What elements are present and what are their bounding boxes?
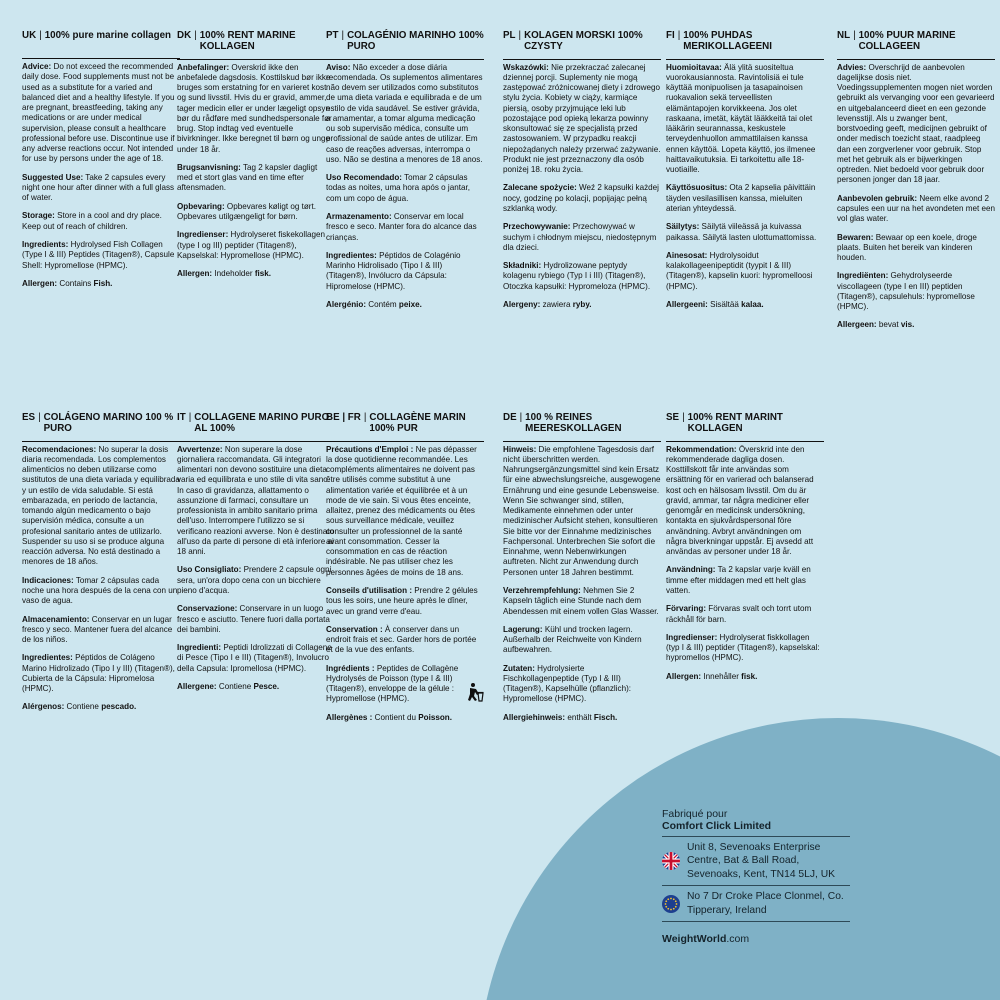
section-label: Rekommendation: [666,444,737,454]
section-text: Ta 2 kapslar varje kväll en timme efter middagen med ett helt glas vatten. [666,565,811,595]
language-code: ES [22,412,36,423]
panel-header: ES | COLÁGENO MARINO 100 % PURO [22,412,180,435]
panel-header: IT | COLLAGENE MARINO PURO AL 100% [177,412,335,435]
label-section [503,261,661,292]
eu-flag-icon [662,895,680,913]
section-label: Przechowywanie: [503,222,571,232]
label-section [503,183,661,214]
label-section [666,604,824,625]
company-name: Comfort Click Limited [662,820,772,832]
section-label: Hinweis: [503,444,537,454]
section-label: Opbevaring: [177,201,225,211]
section-text: Nehmen Sie 2 Kapseln täglich eine Stunde nach dem Abendessen mit einem vollen Glas Wasser. [503,585,659,616]
section-label: Lagerung: [503,624,543,634]
panel-title: 100% PUUR MARINE COLLAGEEN [858,30,956,53]
allergen-line: Allergen: Indeholder fisk. [177,269,272,279]
label-panel-dk [177,30,335,287]
section-text: Non superare la dose giornaliera raccomandata. Gli integratori alimentari non devono sostituire una dieta varia ed equilibrata e uno stile di vita sano. In caso di gravidanza, allattamento o assunzione di farmaci, consultare un professionista in ambito sanitario prima dell'uso. Interrompere l'utilizzo se si verificano reazioni avverse. Non è destinato all'uso da parte di persone di età inferiore ai 18 anni. [177,444,335,557]
label-section [22,211,180,232]
section-label: Conseils d'utilisation : [326,585,413,595]
section-label: Ingredients: [22,239,69,249]
label-section [177,604,335,635]
label-panel-pl [503,30,661,318]
label-section [837,271,995,312]
panel-title: 100% RENT MARINE KOLLAGEN [199,30,296,53]
section-label: Advies: [837,62,867,72]
allergen-line: Allergen: Contains Fish. [22,278,113,288]
panel-title: COLLAGENE MARINO PURO AL 100% [194,412,330,435]
label-section [326,586,484,617]
allergen-line: Allergeen: bevat vis. [837,320,915,330]
section-label: Anbefalinger: [177,62,230,72]
section-label: Brugsanvisning: [177,162,241,172]
section-text: Tomar 2 cápsulas todas as noites, uma hora após o jantar, com um copo de água. [326,173,470,203]
panel-header: FI | 100% PUHDAS MERIKOLLAGEENI [666,30,824,53]
label-section [177,445,335,558]
section-text: Peptides de Collagène Hydrolysés de Poisson (type I & III) (Titagen®), enveloppe de la gélule : Hypromellose (HPMC). [326,663,459,704]
manufacturer-footer [662,808,850,945]
section-text: Hydrolizowane peptydy kolagenu rybiego (Typ I i III) (Titagen®), Otoczka kapsułki: Hypromeloza (HPMC). [503,261,651,291]
section-text: Péptidos de Colágeno Marino Hidrolizado (Tipo I y III) (Titagen®), Cubierta de la Cápsula: Hipromelosa (HPMC). [22,653,175,694]
section-label: Recomendaciones: [22,444,97,454]
panel-title: KOLAGEN MORSKI 100% CZYSTY [524,30,643,53]
section-label: Wskazówki: [503,62,549,72]
uk-address: Unit 8, Sevenoaks Enterprise Centre, Bat & Ball Road, Sevenoaks, Kent, TN14 5LJ, UK [687,842,836,880]
panel-title: 100% pure marine collagen [44,30,172,41]
section-label: Conservation : [326,624,383,634]
label-section [666,183,824,214]
section-text: Förvaras svalt och torrt utom räckhåll för barn. [666,604,812,624]
label-section [837,194,995,225]
section-label: Składniki: [503,261,542,271]
section-text: Die empfohlene Tagesdosis darf nicht überschritten werden. Nahrungsergänzungsmittel sind kein Ersatz für eine abwechslungsreiche, ausgewogene Ernährung und eine gesunde Lebensweise. Wenn Sie schwanger sind, stillen, Medikamente einnehmen oder unter medizinischer Aufsicht stehen, konsultieren Sie bitte vor der Einnahme medizinisches Fachpersonal. Unterbrechen Sie sofort die Einnahme, wenn Nebenwirkungen auftreten. Nicht zur Anwendung durch Personen unter 18 Jahren bestimmt. [503,444,661,577]
section-text: Péptidos de Colagénio Marinho Hidrolisado (Tipo I & III) (Titagen®), Invólucro da Cápsula: Hipromelose (HPMC). [326,250,461,291]
label-section [326,212,484,243]
panel-header: BE | FR | COLLAGÈNE MARIN 100% PUR [326,412,484,435]
label-section [503,222,661,253]
panel-header: PT | COLAGÉNIO MARINHO 100% PURO [326,30,484,53]
section-label: Conservazione: [177,604,238,614]
label-section [837,63,995,186]
label-section [666,222,824,243]
section-label: Ingredientes: [22,653,73,663]
label-section [503,63,661,176]
allergen-line: Alérgenos: Contiene pescado. [22,702,137,712]
section-label: Huomioitavaa: [666,62,722,72]
section-text: Säilytä viileässä ja kuivassa paikassa. Säilytä lasten ulottumattomissa. [666,222,817,242]
label-section [666,633,824,664]
section-label: Précautions d'Emploi : [326,444,414,454]
section-label: Ingredientes: [326,250,377,260]
panel-header: PL | KOLAGEN MORSKI 100% CZYSTY [503,30,661,53]
section-text: À conserver dans un endroit frais et sec. Garder hors de portée et de la vue des enfants. [326,624,477,655]
label-section [666,565,824,596]
section-text: Hydrolysoidut kalakollageenipeptidit (tyypit I & III) (Titagen®), kapselin kuori: hypromelloosi (HPMC). [666,250,813,291]
section-label: Verzehrempfehlung: [503,585,581,595]
panel-title: 100% PUHDAS MERIKOLLAGEENI [683,30,772,53]
label-section [177,202,335,223]
panel-header: SE | 100% RENT MARINT KOLLAGEN [666,412,824,435]
section-label: Almacenamiento: [22,614,90,624]
section-text: Prendere 2 capsule ogni sera, un'ora dopo cena con un bicchiere pieno d'acqua. [177,565,332,595]
uk-flag-icon [662,852,680,870]
language-code: PL [503,30,516,41]
section-text: Conservar en un lugar fresco y seco. Mantener fuera del alcance de los niños. [22,614,173,645]
section-label: Ainesosat: [666,250,708,260]
language-code: SE [666,412,680,423]
section-text: Överskrid inte den rekommenderade dagliga dosen. Kosttillskott får inte användas som ersättning för en varierad och balanserad kost och en hälsosam livsstil. Om du är gravid, ammar, tar några mediciner eller genomgår en medicinsk undersökning, kontakta en sjukvårdspersonal före användning. Avbryt användningen om några biverkningar uppstår. Ej avsedd att användas av personer under 18 år. [666,444,814,557]
label-section [22,576,180,607]
label-panel-es [22,412,180,721]
panel-title: COLLAGÈNE MARIN 100% PUR [369,412,466,435]
panel-title: 100% RENT MARINT KOLLAGEN [687,412,783,435]
section-label: Avvertenze: [177,444,223,454]
section-text: Conservar em local fresco e seco. Manter fora do alcance das crianças. [326,211,477,242]
section-label: Ingrédients : [326,663,375,673]
section-label: Zutaten: [503,663,535,673]
language-code: IT [177,412,186,423]
label-panel-fi [666,30,824,318]
section-label: Aviso: [326,62,351,72]
allergen-line: Allergènes : Contient du Poisson. [326,712,452,722]
section-text: Prendre 2 gélules tous les soirs, une heure après le dîner, avec un grand verre d'eau. [326,585,478,616]
section-text: Hydrolysed Fish Collagen (Type I & III) Peptides (Titagen®), Capsule Shell: Hypromellose (HPMC). [22,239,175,270]
section-text: Store in a cool and dry place. Keep out of reach of children. [22,211,162,231]
label-section [22,445,180,568]
section-text: Overskrid ikke den anbefalede dagsdosis. Kosttilskud bør ikke bruges som erstatning for en varieret kost og sund livsstil. Hvis du er gravid, ammer, tager medicin eller er under lægeligt opsyn bør du rådføre med sundhedspersonale før brug. Stop indtag ved eventuelle bivirkninger. Ikke beregnet til børn og unge under 18 år. [177,62,332,154]
label-section [326,251,484,292]
section-label: Ingredienser: [666,632,718,642]
label-panel-se [666,412,824,690]
label-section [503,625,661,656]
section-text: Não exceder a dose diária recomendada. Os suplementos alimentares não devem ser utilizados como substitutos de uma dieta variada e equilibrada e de um estilo de vida saudável. Se estiver grávida, a amamentar, a tomar alguma medicação ou sob supervisão médica, consulte um profissional de saúde antes de utilizar. Em caso de reações adversas, interrompa o uso. Não se destina a menores de 18 anos. [326,62,483,164]
label-section [177,230,335,261]
section-text: Do not exceed the recommended daily dose. Food supplements must not be used as a substitute for a varied and balanced diet and a healthy lifestyle. If you are pregnant, breastfeeding, taking any medications or are under medical supervision, please consult a healthcare professional before use. Discontinue use if any adverse reactions occur. Not intended for use by persons under the age of 18. [22,62,175,164]
label-section [326,625,484,656]
label-panel-it [177,412,335,700]
label-section [22,62,180,165]
section-label: Förvaring: [666,604,707,614]
label-panel-uk [22,30,180,297]
section-text: Bewaar op een koele, droge plaats. Buiten het bereik van kinderen houden. [837,232,977,263]
panel-header: UK | 100% pure marine collagen [22,30,180,52]
language-code: NL [837,30,851,41]
section-text: Gehydrolyseerde viscollageen (type I en III) peptiden (Titagen®), capsulehuls: hypromellose (HPMC). [837,271,975,312]
section-text: Neem elke avond 2 capsules een uur na het avondeten met een vol glas water. [837,193,995,224]
label-panel-de [503,412,661,731]
section-text: Hydrolysierte Fischkollagenpeptide (Typ I & III) (Titagen®), Kapselhülle (pflanzlich): Hypromellose (HPMC). [503,663,632,704]
section-label: Storage: [22,211,55,221]
label-section [22,615,180,646]
section-text: Tag 2 kapsler dagligt med et stort glas vand en time efter aftensmaden. [177,162,318,193]
label-section [22,653,180,694]
label-panel-nl [837,30,995,339]
allergen-line: Allergene: Contiene Pesce. [177,681,280,691]
section-text: Kühl und trocken lagern. Außerhalb der Reichweite von Kindern aufbewahren. [503,624,642,655]
label-section [177,565,335,596]
section-text: Ota 2 kapselia päivittäin täyden vesilasillisen kanssa, mieluiten aterian yhteydessä. [666,183,816,213]
section-label: Uso Consigliato: [177,565,242,575]
label-section [326,445,484,578]
language-code: FI [666,30,675,41]
language-code: BE | FR [326,412,361,423]
ie-address-block [662,886,850,921]
uk-address-block [662,837,850,885]
label-section [326,664,484,705]
label-section [177,643,335,674]
section-text: Nie przekraczać zalecanej dziennej porcji. Suplementy nie mogą zastępować zróżnicowanej diety i zdrowego stylu życia. Kobiety w ciąży, karmiące piersią, osoby przyjmujące leki lub pozostające pod opieką lekarza powinny skonsultować się ze specjalistą przed zastosowaniem. W przypadku reakcji niepożądanych należy przerwać zażywanie. Produkt nie jest przeznaczony dla osób poniżej 18. roku życia. [503,62,661,175]
section-label: Ingredienser: [177,230,229,240]
label-section [177,163,335,194]
section-text: Tomar 2 cápsulas cada noche una hora después de la cena con un vaso de agua. [22,575,178,606]
allergen-line: Allergen: Innehåller fisk. [666,671,758,681]
section-text: Przechowywać w suchym i chłodnym miejscu, niedostępnym dla dzieci. [503,222,657,252]
label-section [666,445,824,558]
allergen-line: Allergiehinweis: enthält Fisch. [503,712,618,722]
section-text: Take 2 capsules every night one hour after dinner with a full glass of water. [22,172,175,203]
section-text: Opbevares køligt og tørt. Opbevares utilgængeligt for børn. [177,201,316,221]
label-section [837,233,995,264]
section-label: Användning: [666,565,716,575]
website[interactable]: WeightWorld.com [662,932,750,945]
section-text: Peptidi Idrolizzati di Collagene di Pesce (Tipo I e III) (Titagen®), Involucro della Capsula: Ipromellosa (HPMC). [177,643,332,673]
ie-address: No 7 Dr Croke Place Clonmel, Co. Tipperary, Ireland [687,891,844,916]
section-label: Säilytys: [666,222,700,232]
section-label: Zalecane spożycie: [503,183,577,193]
language-code: DK [177,30,192,41]
panel-header: NL | 100% PUUR MARINE COLLAGEEN [837,30,995,53]
section-text: Hydrolyserat fiskkollagen (typ I & III) peptider (Titagen®), kapselskal: hypromellos (HPMC). [666,632,820,663]
label-section [503,664,661,705]
section-label: Armazenamento: [326,211,392,221]
allergen-line: Allergeeni: Sisältää kalaa. [666,299,764,309]
section-text: Älä ylitä suositeltua vuorokausiannosta. Ravintolisiä ei tule käyttää monipuolisen ja tasapainoisen ruokavalion sekä terveellisten elämäntapojen korvikkeena. Jos olet raskaana, imetät, käytät lääkkeitä tai olet lääkärin seurannassa, keskustele terveydenhuollon ammattilaisen kanssa ennen käyttöä. Lopeta käyttö, jos ilmenee haittavaikutuksia. Ei tarkoitettu alle 18-vuotiaille. [666,62,816,175]
label-section [177,63,335,155]
label-section [22,240,180,271]
label-section [326,173,484,204]
language-code: UK [22,30,37,41]
label-section [326,63,484,166]
label-section [666,251,824,292]
section-text: Overschrijd de aanbevolen dagelijkse dosis niet. Voedingssupplementen mogen niet worden gebruikt als vervanging voor een gevarieerd en uitgebalanceerd dieet en een gezonde levensstijl. Als u zwanger bent, borstvoeding geeft, medicijnen gebruikt of onder medisch toezicht staat, raadpleeg dan een zorgverlener voor gebruik. Stop met het gebruik als er bijwerkingen optreden. Niet bedoeld voor gebruik door personen jonger dan 18 jaar. [837,62,995,185]
section-label: Uso Recomendado: [326,173,403,183]
label-panel-befr [326,412,484,731]
recycle-bin-icon [465,682,485,704]
section-label: Käyttösuositus: [666,183,728,193]
allergen-line: Alergénio: Contém peixe. [326,299,422,309]
label-section [503,586,661,617]
section-text: No superar la dosis diaria recomendada. Los complementos alimenticios no deben utilizarse como sustitutos de una dieta variada y equilibrada y un estilo de vida saludable. Si está embarazada, en periodo de lactancia, tomando algún medicamento o bajo supervisión médica, consulte a un profesional sanitario antes de utilizarlo. Suspender su uso si se produce alguna reacción adversa. No está destinado a menores de 18 años. [22,444,180,567]
panel-title: COLÁGENO MARINO 100 % PURO [43,412,174,435]
section-label: Aanbevolen gebruik: [837,193,918,203]
panel-header: DK | 100% RENT MARINE KOLLAGEN [177,30,335,53]
section-label: Ingredienti: [177,643,222,653]
fabrique-pour: Fabriqué pour [662,808,728,820]
language-code: PT [326,30,339,41]
panel-header: DE | 100 % REINES MEERESKOLLAGEN [503,412,661,435]
section-label: Bewaren: [837,232,874,242]
section-label: Indicaciones: [22,575,74,585]
section-text: Conservare in un luogo fresco e asciutto. Tenere fuori dalla portata dei bambini. [177,604,330,634]
label-section [666,63,824,176]
section-text: Hydrolyseret fiskekollagen (type I og III) peptider (Titagen®), Kapselskal: Hypromellose (HPMC). [177,230,326,260]
label-panel-pt [326,30,484,318]
allergen-line: Alergeny: zawiera ryby. [503,299,592,309]
section-label: Advice: [22,62,52,71]
section-text: Weź 2 kapsułki każdej nocy, godzinę po kolacji, popijając pełną szklanką wody. [503,183,659,213]
panel-title: COLAGÉNIO MARINHO 100% PURO [347,30,484,53]
section-label: Suggested Use: [22,172,84,182]
language-code: DE [503,412,517,423]
panel-title: 100 % REINES MEERESKOLLAGEN [525,412,622,435]
label-section [503,445,661,578]
section-text: Ne pas dépasser la dose quotidienne recommandée. Les compléments alimentaires ne doivent pas être utilisés comme substitut à une alimentation variée et équilibrée et à un mode de vie sain. Si vous êtes enceinte, allaitez, prenez des médicaments ou êtes sous surveillance médicale, veuillez consulter un professionnel de la santé avant consommation. Cesser la consommation en cas de réaction indésirable. Ne pas utiliser chez les personnes âgées de moins de 18 ans. [326,444,477,577]
label-section [22,173,180,204]
section-label: Ingrediënten: [837,271,889,281]
